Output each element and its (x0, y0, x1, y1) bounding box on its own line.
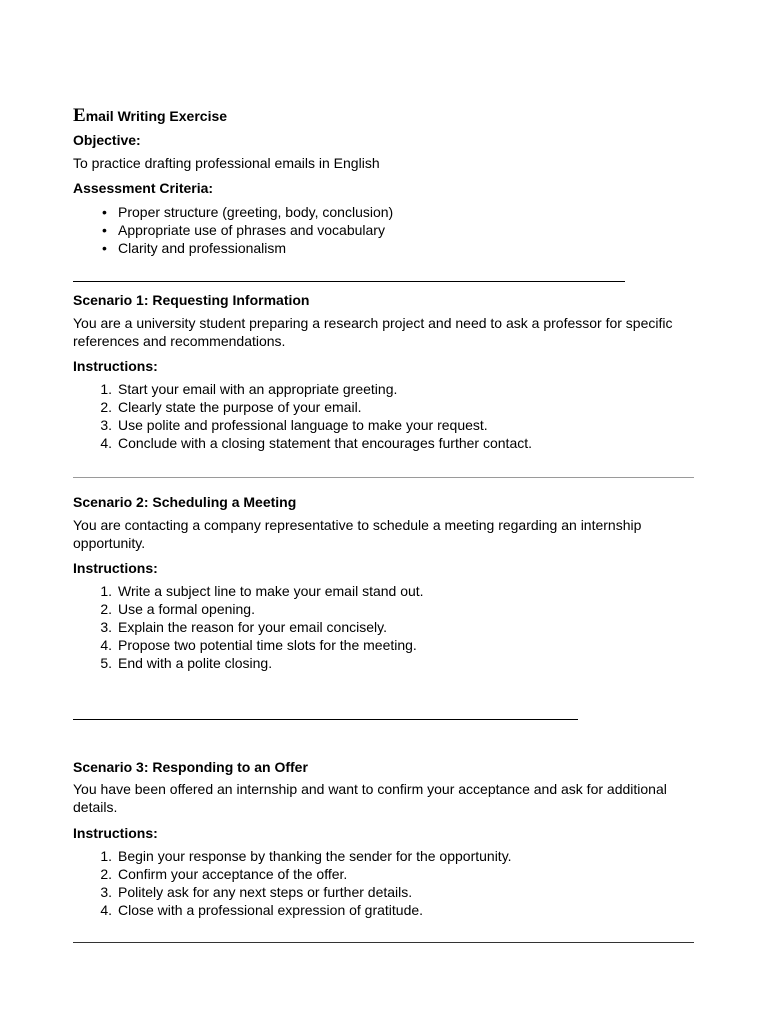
list-item: 2. Use a formal opening. (100, 601, 255, 617)
assessment-list (73, 203, 713, 257)
bullet-icon: • (102, 204, 107, 220)
bullet-icon: • (102, 240, 107, 256)
list-item: 1. Begin your response by thanking the sender for the opportunity. (100, 848, 512, 864)
scenario-3-heading: Scenario 3: Responding to an Offer (73, 759, 308, 775)
list-item: 1. Start your email with an appropriate greeting. (100, 381, 398, 397)
list-item: 3. Explain the reason for your email concisely. (100, 619, 387, 635)
list-item: 5. End with a polite closing. (100, 655, 273, 671)
list-item: • Clarity and professionalism (102, 240, 287, 256)
list-item: 3. Use polite and professional language to make your request. (100, 417, 488, 433)
document-title (73, 106, 227, 126)
list-item: 2. Confirm your acceptance of the offer. (100, 866, 348, 882)
list-item: • Appropriate use of phrases and vocabulary (102, 222, 385, 238)
scenario-1-heading: Scenario 1: Requesting Information (73, 292, 310, 308)
list-item: 4. Propose two potential time slots for the meeting. (100, 637, 417, 653)
divider-rule (73, 281, 625, 282)
list-item: 4. Close with a professional expression of gratitude. (100, 902, 424, 918)
divider-rule (73, 942, 694, 943)
divider-rule (73, 719, 578, 720)
title-rest: mail Writing Exercise (85, 108, 228, 124)
title-initial: E (73, 105, 86, 126)
list-item: 4. Conclude with a closing statement that encourages further contact. (100, 435, 533, 451)
bullet-icon: • (102, 222, 107, 238)
scenario-2-heading: Scenario 2: Scheduling a Meeting (73, 494, 297, 510)
list-item: 3. Politely ask for any next steps or further details. (100, 884, 413, 900)
objective-heading: Objective: (73, 132, 141, 148)
objective-text: To practice drafting professional emails in English (73, 155, 380, 171)
scenario-1-steps (73, 380, 713, 452)
scenario-2-description: You are contacting a company representative to schedule a meeting regarding an internship opportunity. (73, 517, 642, 551)
divider-rule (73, 477, 694, 478)
scenario-1-instructions-heading: Instructions: (73, 358, 158, 374)
scenario-3-instructions-heading: Instructions: (73, 825, 158, 841)
scenario-2-instructions-heading: Instructions: (73, 560, 158, 576)
list-item: 1. Write a subject line to make your email stand out. (100, 583, 424, 599)
list-item: • Proper structure (greeting, body, conclusion) (102, 204, 394, 220)
scenario-1-description: You are a university student preparing a research project and need to ask a professor for specific references and recommendations. (73, 315, 673, 349)
scenario-2-steps (73, 582, 713, 672)
scenario-3-steps (73, 847, 713, 919)
scenario-3-description: You have been offered an internship and want to confirm your acceptance and ask for additional details. (73, 781, 667, 815)
assessment-heading: Assessment Criteria: (73, 180, 214, 196)
list-item: 2. Clearly state the purpose of your email. (100, 399, 362, 415)
